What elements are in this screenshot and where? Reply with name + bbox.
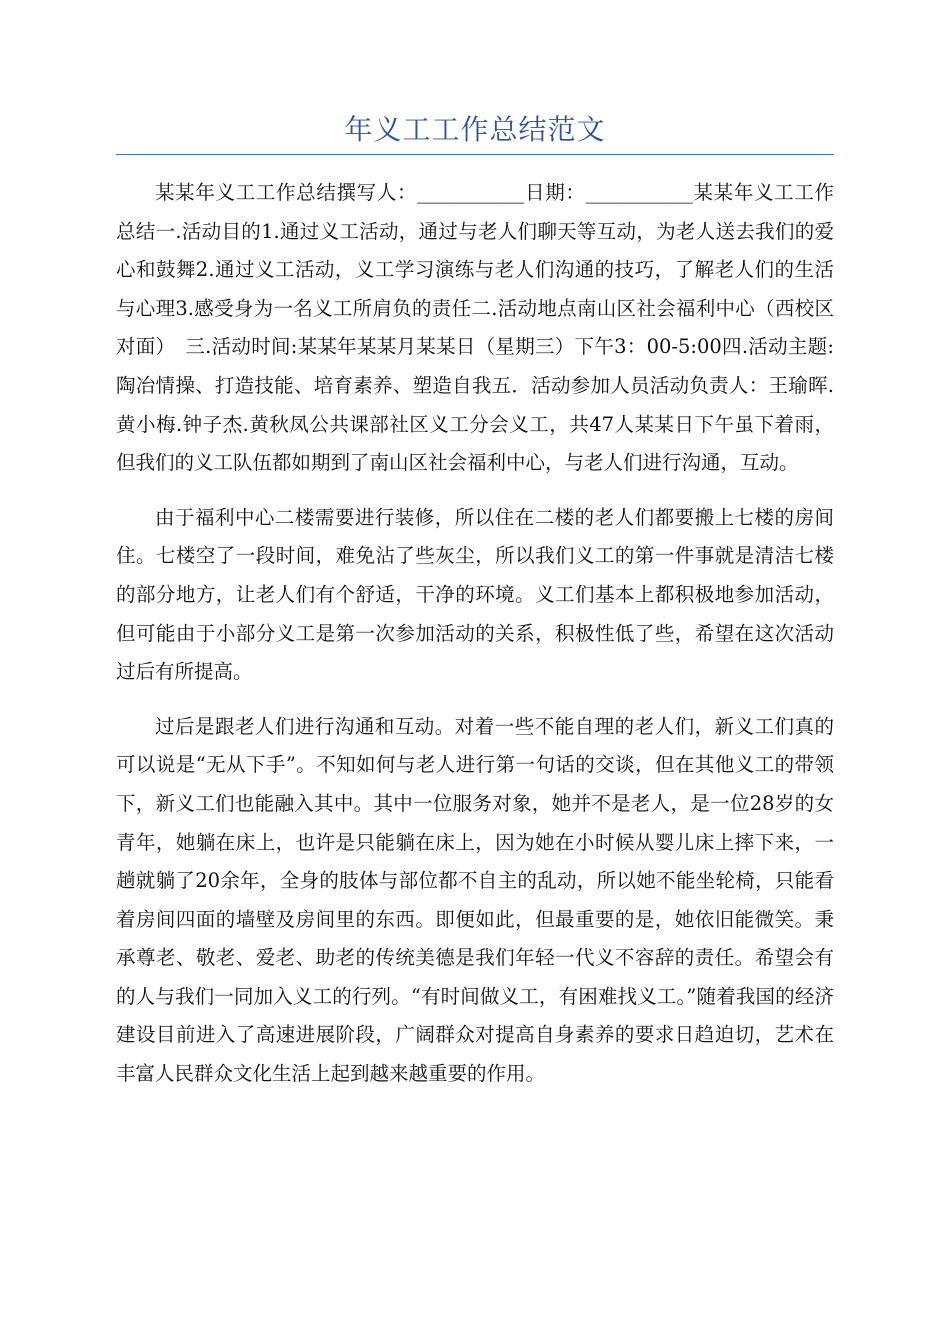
document-body [116,174,834,1110]
paragraph-2: 由于福利中心二楼需要进行装修，所以住在二楼的老人们都要搬上七楼的房间住。七楼空了一段时间，难免沾了些灰尘，所以我们义工的第一件事就是清洁七楼的部分地方，让老人们有个舒适，干净的环境。义工们基本上都积极地参加活动，但可能由于小部分义工是第一次参加活动的关系，积极性低了些，希望在这次活动过后有所提高。 [116,505,834,684]
title-block [116,108,834,155]
paragraph-1: 某某年义工工作总结撰写人：___________日期：___________某某年义工工作总结一.活动目的1.通过义工活动，通过与老人们聊天等互动，为老人送去我们的爱心和鼓舞2.通过义工活动，义工学习演练与老人们沟通的技巧，了解老人们的生活与心理3.感受身为一名义工所肩负的责任二.活动地点南山区社会福利中心（西校区对面） 三.活动时间:某某年某某月某某日（星期三）下午3：00-5:00四.活动主题:陶冶情操、打造技能、培育素养、塑造自我五．活动参加人员活动负责人：王瑜晖.黄小梅.钟子杰.黄秋凤公共课部社区义工分会义工，共47人某某日下午虽下着雨，但我们的义工队伍都如期到了南山区社会福利中心，与老人们进行沟通，互动。 [116,181,834,475]
title-underline [116,154,834,155]
paragraph-3: 过后是跟老人们进行沟通和互动。对着一些不能自理的老人们，新义工们真的可以说是“无从下手”。不知如何与老人进行第一句话的交谈，但在其他义工的带领下，新义工们也能融入其中。其中一位服务对象，她并不是老人，是一位28岁的女青年，她躺在床上，也许是只能躺在床上，因为她在小时候从婴儿床上摔下来，一趟就躺了20余年，全身的肢体与部位都不自主的乱动，所以她不能坐轮椅，只能看着房间四面的墙壁及房间里的东西。即便如此，但最重要的是，她依旧能微笑。秉承尊老、敬老、爱老、助老的传统美德是我们年轻一代义不容辞的责任。希望会有的人与我们一同加入义工的行列。“有时间做义工，有困难找义工。”随着我国的经济建设目前进入了高速进展阶段，广阔群众对提高自身素养的要求日趋迫切，艺术在丰富人民群众文化生活上起到越来越重要的作用。 [116,714,834,1086]
document-title: 年义工工作总结范文 [344,113,606,146]
